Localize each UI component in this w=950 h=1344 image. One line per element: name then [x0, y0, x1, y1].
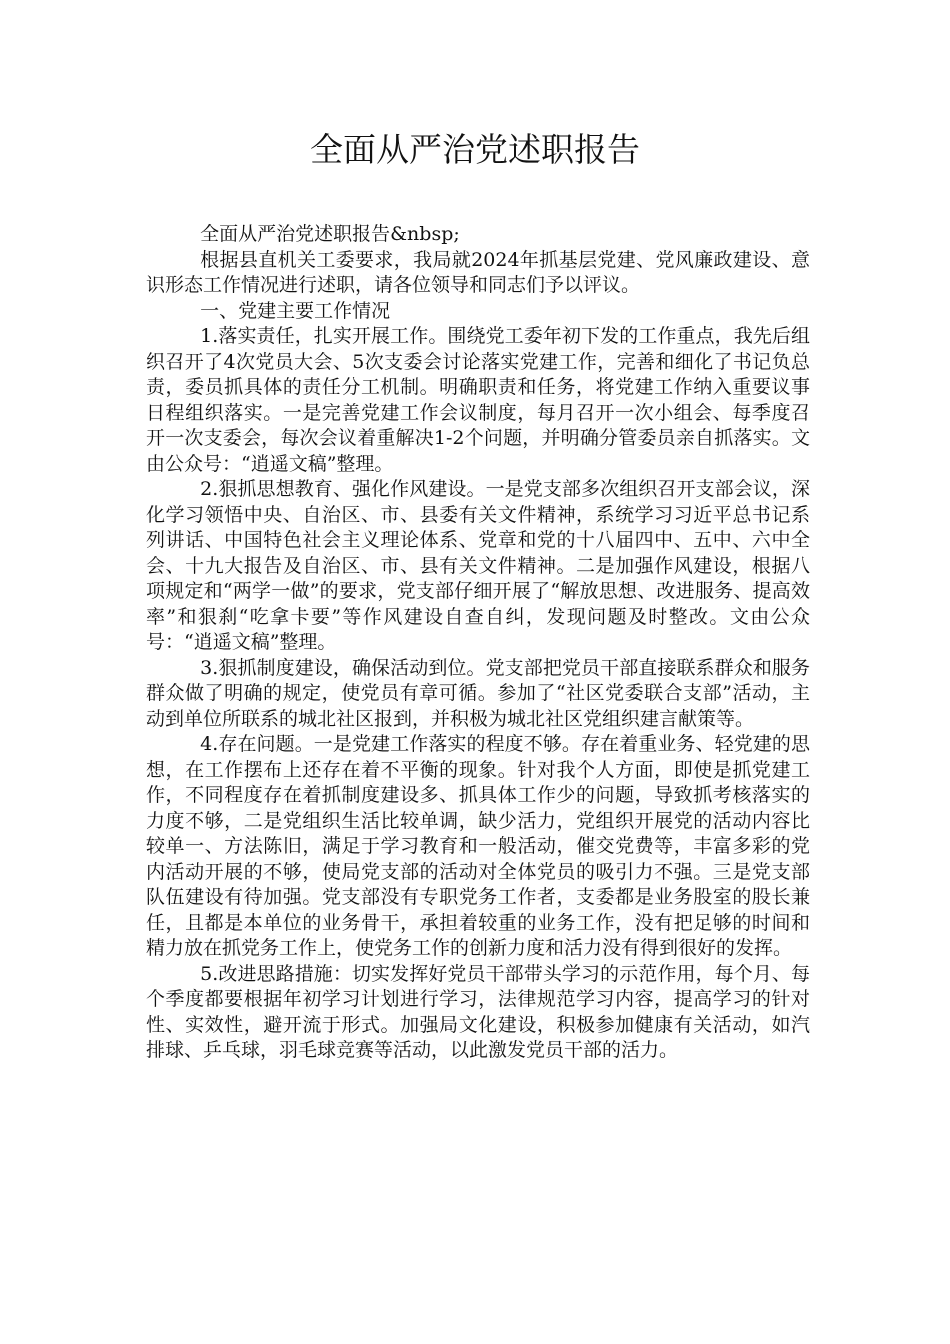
paragraph-item-2: 2.狠抓思想教育、强化作风建设。一是党支部多次组织召开支部会议，深化学习领悟中央、自治区、市、县委有关文件精神，系统学习习近平总书记系列讲话、中国特色社会主义理论体系、党章和党的十八届四中、五中、六中全会、十九大报告及自治区、市、县有关文件精神。二是加强作风建设，根据八项规定和“两学一做”的要求，党支部仔细开展了“解放思想、改进服务、提高效率”和狠刹“吃拿卡要”等作风建设自查自纠，发现问题及时整改。文由公众号：“逍遥文稿”整理。: [146, 478, 810, 653]
paragraph-item-3: 3.狠抓制度建设，确保活动到位。党支部把党员干部直接联系群众和服务群众做了明确的规定，使党员有章可循。参加了“社区党委联合支部”活动，主动到单位所联系的城北社区报到，并积极为城北社区党组织建言献策等。: [146, 656, 810, 730]
paragraph-intro: 根据县直机关工委要求，我局就2024年抓基层党建、党风廉政建设、意识形态工作情况进行述职，请各位领导和同志们予以评议。: [146, 248, 810, 296]
section-heading: 一、党建主要工作情况: [200, 299, 391, 322]
paragraph-item-4: 4.存在问题。一是党建工作落实的程度不够。存在着重业务、轻党建的思想，在工作摆布上还存在着不平衡的现象。针对我个人方面，即使是抓党建工作，不同程度存在着抓制度建设多、抓具体工作少的问题，导致抓考核落实的力度不够，二是党组织生活比较单调，缺少活力，党组织开展党的活动内容比较单一、方法陈旧，满足于学习教育和一般活动，催交党费等，丰富多彩的党内活动开展的不够，使局党支部的活动对全体党员的吸引力不强。三是党支部队伍建设有待加强。党支部没有专职党务工作者，支委都是业务股室的股长兼任，且都是本单位的业务骨干，承担着较重的业务工作，没有把足够的时间和精力放在抓党务工作上，使党务工作的创新力度和活力没有得到很好的发挥。: [146, 733, 810, 959]
document-title: 全面从严治党述职报告: [310, 130, 640, 169]
paragraph-heading-repeat: 全面从严治党述职报告&nbsp;: [200, 223, 460, 245]
paragraph-item-5: 5.改进思路措施：切实发挥好党员干部带头学习的示范作用，每个月、每个季度都要根据年初学习计划进行学习，法律规范学习内容，提高学习的针对性、实效性，避开流于形式。加强局文化建设，积极参加健康有关活动，如汽排球、乒乓球，羽毛球竞赛等活动，以此激发党员干部的活力。: [146, 962, 810, 1061]
paragraph-item-1: 1.落实责任，扎实开展工作。围绕党工委年初下发的工作重点，我先后组织召开了4次党员大会、5次支委会讨论落实党建工作，完善和细化了书记负总责，委员抓具体的责任分工机制。明确职责和任务，将党建工作纳入重要议事日程组织落实。一是完善党建工作会议制度，每月召开一次小组会、每季度召开一次支委会，每次会议着重解决1-2个问题，并明确分管委员亲自抓落实。文由公众号：“逍遥文稿”整理。: [146, 325, 810, 475]
document-body: [146, 222, 810, 1064]
